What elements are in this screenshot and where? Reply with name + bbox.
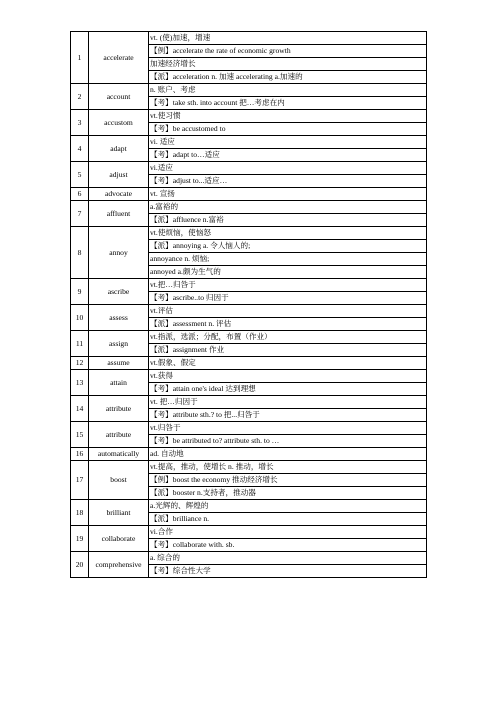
entry-number: 15 — [71, 422, 89, 448]
entry-number: 7 — [71, 201, 89, 227]
definition-line: 【考】adapt to…适应 — [149, 149, 427, 162]
definition-line: vt.把…归咎于 — [149, 279, 427, 292]
table-row — [71, 396, 427, 409]
entry-word: ascribe — [89, 279, 149, 305]
entry-word: collaborate — [89, 526, 149, 552]
definition-line: vt.使习惯 — [149, 110, 427, 123]
entry-number: 1 — [71, 32, 89, 84]
entry-number: 16 — [71, 448, 89, 461]
entry-word: annoy — [89, 227, 149, 279]
definition-line: 【派】assessment n. 评估 — [149, 318, 427, 331]
definition-line: vi.适应 — [149, 162, 427, 175]
entry-number: 2 — [71, 84, 89, 110]
table-row — [71, 422, 427, 435]
entry-word: advocate — [89, 188, 149, 201]
definition-line: 【考】adjust to...适应… — [149, 175, 427, 188]
entry-number: 17 — [71, 461, 89, 500]
definition-line: 【考】attain one's ideal 达到理想 — [149, 383, 427, 396]
entry-number: 8 — [71, 227, 89, 279]
entry-number: 4 — [71, 136, 89, 162]
table-row — [71, 448, 427, 461]
definition-line: 【考】attribute sth.? to 把...归咎于 — [149, 409, 427, 422]
table-row — [71, 370, 427, 383]
definition-line: n. 账户、考虑 — [149, 84, 427, 97]
definition-line: vt.指派，选派；分配，布置（作业） — [149, 331, 427, 344]
definition-line: 【派】annoying a. 令人恼人的; — [149, 240, 427, 253]
entry-word: attribute — [89, 422, 149, 448]
entry-number: 18 — [71, 500, 89, 526]
table-row — [71, 357, 427, 370]
definition-line: a.光辉的、辉煌的 — [149, 500, 427, 513]
definition-line: vt.使烦恼，使恼怒 — [149, 227, 427, 240]
entry-word: adjust — [89, 162, 149, 188]
definition-line: annoyance n. 烦恼; — [149, 253, 427, 266]
entry-word: account — [89, 84, 149, 110]
table-row — [71, 305, 427, 318]
entry-number: 3 — [71, 110, 89, 136]
table-row — [71, 227, 427, 240]
definition-line: 【考】综合性大学 — [149, 565, 427, 578]
definition-line: 【考】take sth. into account 把…考虑在内 — [149, 97, 427, 110]
entry-word: accelerate — [89, 32, 149, 84]
entry-word: affluent — [89, 201, 149, 227]
entry-word: attribute — [89, 396, 149, 422]
definition-line: a. 综合的 — [149, 552, 427, 565]
definition-line: 【考】be accustomed to — [149, 123, 427, 136]
vocabulary-table-body — [71, 32, 427, 578]
entry-word: accustom — [89, 110, 149, 136]
definition-line: vt.评估 — [149, 305, 427, 318]
definition-line: 【考】be attributed to? attribute sth. to … — [149, 435, 427, 448]
definition-line: 【考】collaborate with. sb. — [149, 539, 427, 552]
entry-word: assume — [89, 357, 149, 370]
table-row — [71, 552, 427, 565]
entry-number: 19 — [71, 526, 89, 552]
definition-line: 加速经济增长 — [149, 58, 427, 71]
table-row — [71, 526, 427, 539]
definition-line: vi. 适应 — [149, 136, 427, 149]
definition-line: annoyed a.颇为生气的 — [149, 266, 427, 279]
entry-number: 14 — [71, 396, 89, 422]
definition-line: vt.获得 — [149, 370, 427, 383]
definition-line: vt. 把…归因于 — [149, 396, 427, 409]
table-row — [71, 331, 427, 344]
definition-line: vi.合作 — [149, 526, 427, 539]
table-row — [71, 110, 427, 123]
entry-number: 5 — [71, 162, 89, 188]
entry-word: boost — [89, 461, 149, 500]
table-row — [71, 162, 427, 175]
definition-line: vt.提高，推动，使增长 n. 推动，增长 — [149, 461, 427, 474]
entry-number: 12 — [71, 357, 89, 370]
table-row — [71, 461, 427, 474]
table-row — [71, 84, 427, 97]
definition-line: 【派】assignment 作业 — [149, 344, 427, 357]
entry-number: 6 — [71, 188, 89, 201]
definition-line: vt.归咎于 — [149, 422, 427, 435]
entry-number: 13 — [71, 370, 89, 396]
definition-line: 【派】brilliance n. — [149, 513, 427, 526]
table-row — [71, 136, 427, 149]
entry-number: 9 — [71, 279, 89, 305]
definition-line: vt. (使)加速，增速 — [149, 32, 427, 45]
table-row — [71, 188, 427, 201]
entry-word: automatically — [89, 448, 149, 461]
entry-word: brilliant — [89, 500, 149, 526]
entry-word: attain — [89, 370, 149, 396]
entry-word: comprehensive — [89, 552, 149, 578]
entry-word: assess — [89, 305, 149, 331]
table-row — [71, 201, 427, 214]
definition-line: 【派】affluence n.富裕 — [149, 214, 427, 227]
table-row — [71, 279, 427, 292]
definition-line: 【例】accelerate the rate of economic growth — [149, 45, 427, 58]
table-row — [71, 32, 427, 45]
definition-line: 【派】booster n.支持者，推动器 — [149, 487, 427, 500]
definition-line: 【考】ascribe..to 归因于 — [149, 292, 427, 305]
entry-number: 11 — [71, 331, 89, 357]
entry-word: adapt — [89, 136, 149, 162]
entry-number: 10 — [71, 305, 89, 331]
definition-line: vt.假象、假定 — [149, 357, 427, 370]
entry-word: assign — [89, 331, 149, 357]
table-row — [71, 500, 427, 513]
definition-line: 【派】acceleration n. 加速 accelerating a.加速的 — [149, 71, 427, 84]
definition-line: vt. 宣扬 — [149, 188, 427, 201]
definition-line: ad. 自动地 — [149, 448, 427, 461]
definition-line: 【例】boost the economy 推动经济增长 — [149, 474, 427, 487]
definition-line: a.富裕的 — [149, 201, 427, 214]
entry-number: 20 — [71, 552, 89, 578]
vocabulary-table — [70, 31, 427, 578]
